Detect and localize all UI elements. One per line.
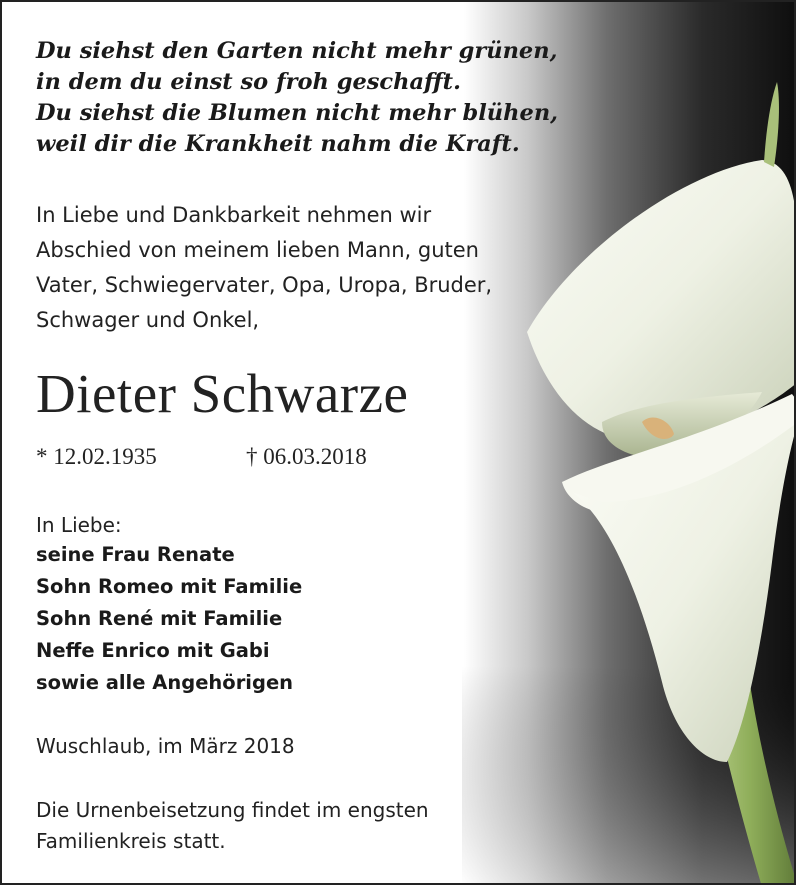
mourner-item: seine Frau Renate [36, 543, 235, 566]
place-date: Wuschlaub, im März 2018 [36, 734, 295, 758]
death-date: † 06.03.2018 [246, 444, 367, 469]
birth-date: * 12.02.1935 [36, 444, 157, 469]
mourner-item: sowie alle Angehörigen [36, 671, 294, 694]
poem-line: Du siehst den Garten nicht mehr grünen, [36, 38, 558, 64]
intro-text [36, 198, 556, 338]
poem-line: Du siehst die Blumen nicht mehr blühen, [36, 100, 559, 126]
intro-line: Abschied von meinem lieben Mann, guten [36, 238, 479, 262]
life-dates [36, 442, 367, 472]
poem-line: weil dir die Krankheit nahm die Kraft. [36, 131, 520, 157]
mourner-item: Sohn René mit Familie [36, 607, 283, 630]
mourners-list [36, 539, 302, 699]
burial-line: Die Urnenbeisetzung findet im engsten [36, 798, 429, 822]
intro-line: Vater, Schwiegervater, Opa, Uropa, Bruder, [36, 273, 493, 297]
intro-line: Schwager und Onkel, [36, 308, 260, 332]
deceased-name: Dieter Schwarze [36, 363, 409, 424]
burial-line: Familienkreis statt. [36, 829, 226, 853]
intro-line: In Liebe und Dankbarkeit nehmen wir [36, 203, 432, 227]
mourners-label: In Liebe: [36, 513, 122, 537]
burial-note [36, 795, 429, 857]
mourner-item: Sohn Romeo mit Familie [36, 575, 303, 598]
poem-line: in dem du einst so froh geschafft. [36, 69, 461, 95]
text-content [2, 2, 562, 885]
poem [36, 36, 566, 160]
mourner-item: Neffe Enrico mit Gabi [36, 639, 270, 662]
